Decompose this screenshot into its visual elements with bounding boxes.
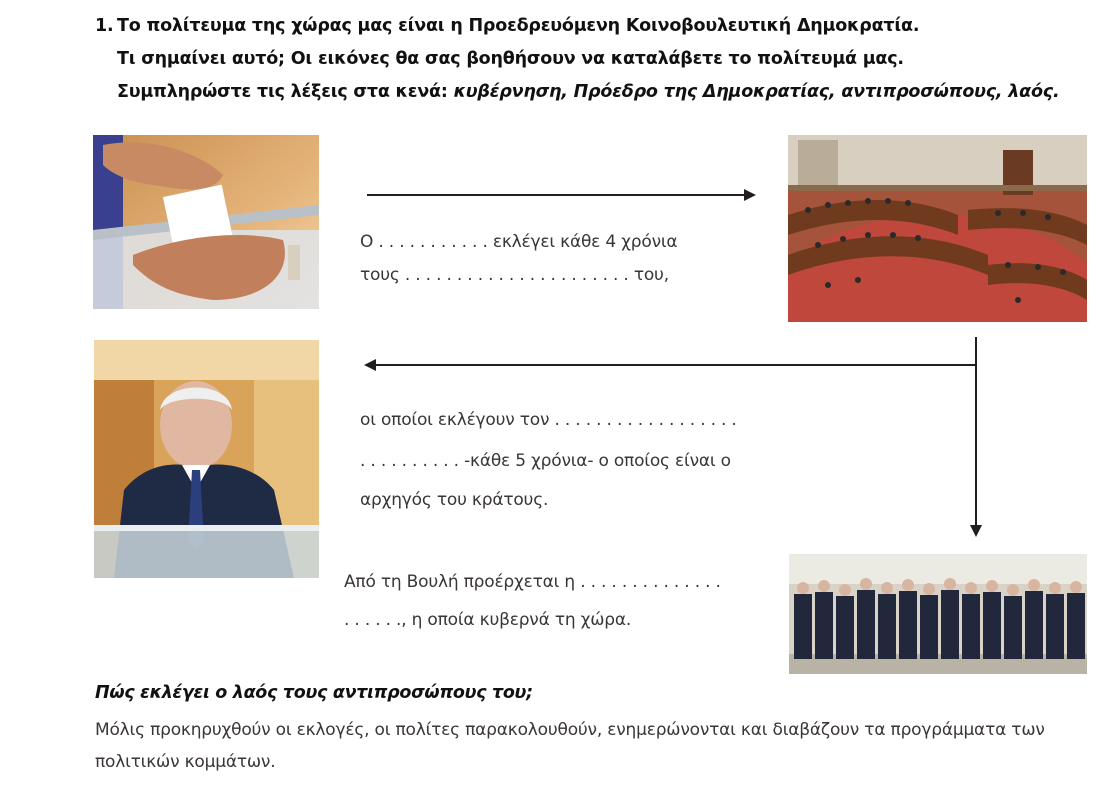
step2-line-1: οι οποίοι εκλέγουν τον . . . . . . . . . . . . . . . . . . xyxy=(360,410,737,430)
arrow-right-head xyxy=(744,189,756,201)
arrow-left-head xyxy=(364,359,376,371)
exercise-line-1: Το πολίτευμα της χώρας μας είναι η Προεδρευόμενη Κοινοβουλευτική Δημοκρατία. xyxy=(117,16,920,36)
exercise-line-2: Τι σημαίνει αυτό; Οι εικόνες θα σας βοηθήσουν να καταλάβετε το πολίτευμά μας. xyxy=(117,49,904,69)
question-title: Πώς εκλέγει ο λαός τους αντιπροσώπους του; xyxy=(95,683,533,703)
question-text: Μόλις προκηρυχθούν οι εκλογές, οι πολίτες παρακολουθούν, ενημερώνονται και διαβάζουν τα προγράμματα των πολιτικών κομμάτων. xyxy=(95,720,1045,772)
exercise-line-3-prefix: Συμπληρώστε τις λέξεις στα κενά: xyxy=(117,82,454,102)
arrow-down-head xyxy=(970,525,982,537)
word-bank: κυβέρνηση, Πρόεδρο της Δημοκρατίας, αντιπροσώπους, λαός. xyxy=(453,82,1060,102)
step2-line-2: . . . . . . . . . . -κάθε 5 χρόνια- ο οποίος είναι ο xyxy=(360,451,731,471)
step1-line-1: Ο . . . . . . . . . . . εκλέγει κάθε 4 χρόνια xyxy=(360,232,678,252)
step2-line-3: αρχηγός του κράτους. xyxy=(360,490,549,510)
step3-line-2: . . . . . ., η οποία κυβερνά τη χώρα. xyxy=(344,610,632,630)
step1-line-2: τους . . . . . . . . . . . . . . . . . . . . . . του, xyxy=(360,265,669,285)
exercise-number: 1. xyxy=(95,16,114,36)
step3-line-1: Από τη Βουλή προέρχεται η . . . . . . . . . . . . . . xyxy=(344,572,721,592)
